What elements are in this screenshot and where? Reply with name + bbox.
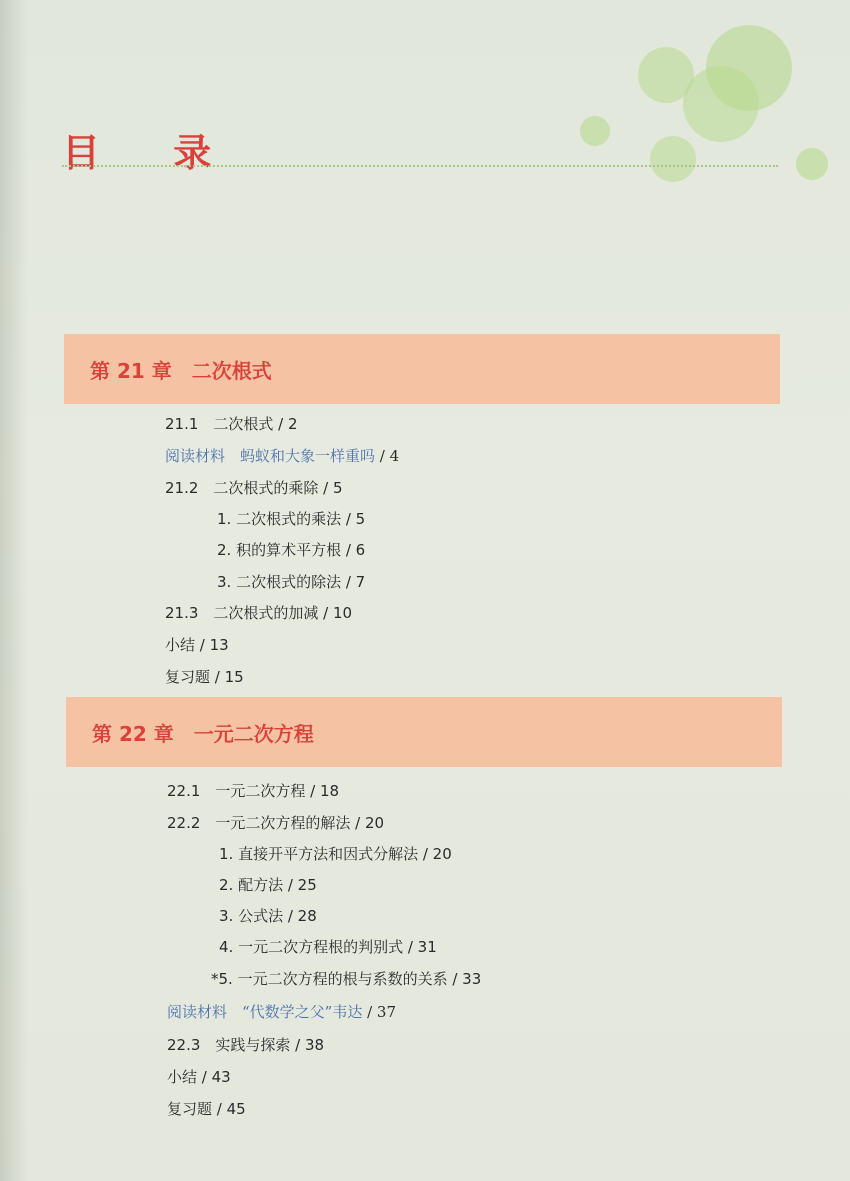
title-divider [62,165,778,167]
chapter-title[interactable]: 第 21 章 二次根式 [90,358,272,383]
toc-entry[interactable]: 21.1 二次根式 / 2 [165,415,298,433]
toc-entry[interactable]: 21.2 二次根式的乘除 / 5 [165,479,343,497]
chapter-header [64,334,780,404]
chapter-header [66,697,782,767]
decorative-circle [796,148,828,180]
toc-entry[interactable]: 22.2 一元二次方程的解法 / 20 [167,814,385,832]
toc-entry[interactable]: 22.3 实践与探索 / 38 [167,1036,325,1054]
reading-page: / 37 [362,1003,397,1021]
page-shadow [0,0,28,1181]
toc-subentry[interactable]: 2. 配方法 / 25 [219,876,317,894]
reading-page: / 4 [375,447,400,465]
toc-entry[interactable]: 21.3 二次根式的加减 / 10 [165,604,353,622]
decorative-circle [650,136,696,182]
toc-subentry[interactable]: 1. 直接开平方法和因式分解法 / 20 [219,845,452,863]
toc-entry[interactable]: 小结 / 13 [165,636,229,654]
toc-entry[interactable]: 复习题 / 15 [165,668,244,686]
reading-title: 阅读材料 “代数学之父”韦达 [167,1003,363,1021]
decorative-circle [683,66,759,142]
reading-title: 阅读材料 蚂蚁和大象一样重吗 [165,447,376,465]
toc-entry[interactable]: 22.1 一元二次方程 / 18 [167,782,340,800]
toc-entry-reading[interactable] [167,1002,396,1022]
toc-subentry[interactable]: 1. 二次根式的乘法 / 5 [217,510,366,528]
toc-subentry[interactable]: *5. 一元二次方程的根与系数的关系 / 33 [211,970,482,988]
toc-subentry[interactable]: 3. 公式法 / 28 [219,907,317,925]
toc-subentry[interactable]: 2. 积的算术平方根 / 6 [217,541,366,559]
chapter-title[interactable]: 第 22 章 一元二次方程 [92,721,314,746]
page-title: 目 录 [62,130,242,175]
decorative-circle [580,116,610,146]
toc-entry-reading[interactable] [165,446,399,466]
toc-entry[interactable]: 小结 / 43 [167,1068,231,1086]
toc-subentry[interactable]: 4. 一元二次方程根的判别式 / 31 [219,938,437,956]
toc-entry[interactable]: 复习题 / 45 [167,1100,246,1118]
toc-subentry[interactable]: 3. 二次根式的除法 / 7 [217,573,366,591]
